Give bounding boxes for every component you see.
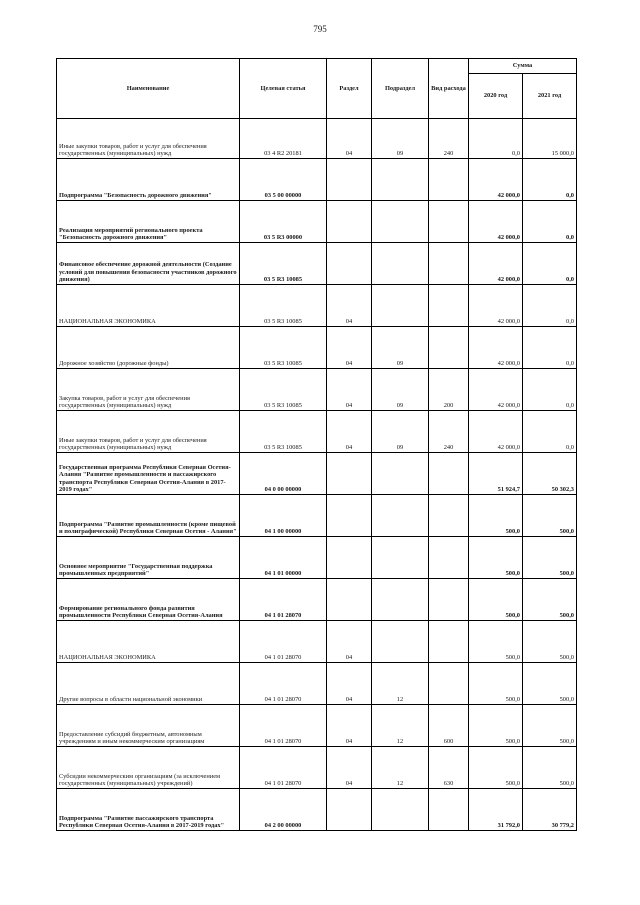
row-target-article: 04 1 01 28070: [240, 579, 327, 621]
table-row: [57, 411, 577, 453]
row-sum-2021: 0,0: [523, 411, 577, 453]
row-sum-2020: 42 000,0: [469, 159, 523, 201]
row-name: Государственная программа Республики Северная Осетия-Алания "Развитие промышленности и пассажирского транспорта Республики Северная Осетия-Алания в 2017-2019 годах": [57, 453, 240, 495]
row-sum-2020: 31 792,0: [469, 789, 523, 831]
row-expense-type: 240: [429, 411, 469, 453]
table-header: [57, 59, 577, 119]
row-section: [327, 453, 372, 495]
row-sum-2021: 500,0: [523, 747, 577, 789]
row-subsection: [372, 201, 429, 243]
row-sum-2020: 500,0: [469, 663, 523, 705]
row-section: [327, 495, 372, 537]
header-subsection: Подраздел: [372, 59, 429, 119]
row-expense-type: [429, 327, 469, 369]
header-year2: 2021 год: [523, 74, 577, 119]
header-year1: 2020 год: [469, 74, 523, 119]
row-name: Иные закупки товаров, работ и услуг для обеспечения государственных (муниципальных) нужд: [57, 411, 240, 453]
row-subsection: [372, 453, 429, 495]
row-expense-type: [429, 285, 469, 327]
row-sum-2021: 0,0: [523, 285, 577, 327]
row-name: НАЦИОНАЛЬНАЯ ЭКОНОМИКА: [57, 285, 240, 327]
table-row: [57, 159, 577, 201]
row-name: Закупка товаров, работ и услуг для обеспечения государственных (муниципальных) нужд: [57, 369, 240, 411]
row-name: Основное мероприятие "Государственная поддержка промышленных предприятий": [57, 537, 240, 579]
row-sum-2021: 0,0: [523, 369, 577, 411]
row-sum-2020: 500,0: [469, 747, 523, 789]
row-target-article: 03 4 R2 20181: [240, 119, 327, 159]
table-row: [57, 285, 577, 327]
row-sum-2020: 51 924,7: [469, 453, 523, 495]
row-subsection: 12: [372, 747, 429, 789]
row-section: 04: [327, 285, 372, 327]
row-name: Субсидии некоммерческим организациям (за исключением государственных (муниципальных) учреждений): [57, 747, 240, 789]
row-expense-type: [429, 789, 469, 831]
row-subsection: [372, 621, 429, 663]
row-name: Предоставление субсидий бюджетным, автономным учреждениям и иным некоммерческим организациям: [57, 705, 240, 747]
row-sum-2021: 500,0: [523, 705, 577, 747]
row-sum-2021: 500,0: [523, 579, 577, 621]
row-sum-2021: 50 302,3: [523, 453, 577, 495]
row-name: Подпрограмма "Безопасность дорожного движения": [57, 159, 240, 201]
row-name: Финансовое обеспечение дорожной деятельности (Создание условий для повышения безопасности участников дорожного движения): [57, 243, 240, 285]
row-expense-type: [429, 453, 469, 495]
row-sum-2021: 15 000,0: [523, 119, 577, 159]
row-section: 04: [327, 119, 372, 159]
row-name: Иные закупки товаров, работ и услуг для обеспечения государственных (муниципальных) нужд: [57, 119, 240, 159]
row-sum-2021: 500,0: [523, 663, 577, 705]
row-target-article: 03 5 R3 10085: [240, 369, 327, 411]
row-subsection: 09: [372, 411, 429, 453]
row-section: [327, 789, 372, 831]
row-section: [327, 201, 372, 243]
row-sum-2021: 0,0: [523, 159, 577, 201]
row-target-article: 03 5 R3 10085: [240, 327, 327, 369]
row-sum-2020: 42 000,0: [469, 411, 523, 453]
row-target-article: 04 0 00 00000: [240, 453, 327, 495]
row-subsection: 09: [372, 327, 429, 369]
table-body: [57, 119, 577, 831]
row-sum-2020: 42 000,0: [469, 327, 523, 369]
row-name: Дорожное хозяйство (дорожные фонды): [57, 327, 240, 369]
row-sum-2020: 500,0: [469, 621, 523, 663]
header-section: Раздел: [327, 59, 372, 119]
row-section: 04: [327, 621, 372, 663]
page-number: 795: [313, 24, 327, 34]
row-expense-type: 240: [429, 119, 469, 159]
table-row: [57, 201, 577, 243]
row-sum-2021: 500,0: [523, 621, 577, 663]
row-expense-type: [429, 243, 469, 285]
row-sum-2020: 500,0: [469, 705, 523, 747]
row-section: 04: [327, 705, 372, 747]
row-section: [327, 537, 372, 579]
row-subsection: [372, 495, 429, 537]
row-name: НАЦИОНАЛЬНАЯ ЭКОНОМИКА: [57, 621, 240, 663]
row-sum-2020: 500,0: [469, 495, 523, 537]
row-expense-type: [429, 579, 469, 621]
row-expense-type: [429, 621, 469, 663]
row-expense-type: 630: [429, 747, 469, 789]
row-target-article: 03 5 R3 10085: [240, 243, 327, 285]
table-row: [57, 537, 577, 579]
row-expense-type: [429, 537, 469, 579]
row-target-article: 04 1 01 00000: [240, 537, 327, 579]
table-row: [57, 243, 577, 285]
row-target-article: 03 5 R3 10085: [240, 285, 327, 327]
table-row: [57, 453, 577, 495]
row-section: 04: [327, 369, 372, 411]
row-expense-type: 600: [429, 705, 469, 747]
row-target-article: 04 1 01 28070: [240, 705, 327, 747]
row-expense-type: [429, 495, 469, 537]
row-target-article: 04 2 00 00000: [240, 789, 327, 831]
table-row: [57, 789, 577, 831]
row-name: Подпрограмма "Развитие пассажирского транспорта Республики Северная Осетия-Алания в 2017-2019 годах": [57, 789, 240, 831]
row-sum-2020: 0,0: [469, 119, 523, 159]
row-target-article: 03 5 R3 00000: [240, 201, 327, 243]
row-sum-2021: 500,0: [523, 537, 577, 579]
row-section: 04: [327, 747, 372, 789]
row-subsection: [372, 579, 429, 621]
row-sum-2021: 0,0: [523, 201, 577, 243]
row-section: [327, 159, 372, 201]
budget-table: [56, 58, 577, 831]
table-row: [57, 119, 577, 159]
row-name: Другие вопросы в области национальной экономики: [57, 663, 240, 705]
row-subsection: [372, 285, 429, 327]
table-row: [57, 705, 577, 747]
header-expense-type: Вид расхода: [429, 59, 469, 119]
row-sum-2021: 0,0: [523, 243, 577, 285]
row-section: [327, 243, 372, 285]
row-target-article: 04 1 01 28070: [240, 621, 327, 663]
row-target-article: 04 1 01 28070: [240, 747, 327, 789]
table-row: [57, 327, 577, 369]
row-target-article: 04 1 01 28070: [240, 663, 327, 705]
row-target-article: 03 5 R3 10085: [240, 411, 327, 453]
row-subsection: 12: [372, 663, 429, 705]
table-row: [57, 369, 577, 411]
row-sum-2021: 0,0: [523, 327, 577, 369]
row-target-article: 03 5 00 00000: [240, 159, 327, 201]
row-sum-2020: 500,0: [469, 579, 523, 621]
table-row: [57, 579, 577, 621]
row-subsection: 09: [372, 119, 429, 159]
header-target: Целевая статья: [240, 59, 327, 119]
row-section: 04: [327, 411, 372, 453]
row-subsection: 09: [372, 369, 429, 411]
table-row: [57, 747, 577, 789]
row-subsection: [372, 243, 429, 285]
row-section: 04: [327, 327, 372, 369]
row-expense-type: 200: [429, 369, 469, 411]
row-sum-2021: 500,0: [523, 495, 577, 537]
row-sum-2021: 30 779,2: [523, 789, 577, 831]
row-expense-type: [429, 201, 469, 243]
table-row: [57, 621, 577, 663]
row-sum-2020: 500,0: [469, 537, 523, 579]
row-name: Подпрограмма "Развитие промышленности (кроме пищевой и полиграфической) Республики Северная Осетия - Алания": [57, 495, 240, 537]
row-name: Формирование регионального фонда развития промышленности Республики Северная Осетия-Алания: [57, 579, 240, 621]
row-name: Реализация мероприятий регионального проекта "Безопасность дорожного движения": [57, 201, 240, 243]
header-sum: Сумма: [469, 59, 577, 74]
header-row-top: [57, 59, 577, 74]
header-name: Наименование: [57, 59, 240, 119]
row-sum-2020: 42 000,0: [469, 369, 523, 411]
row-subsection: [372, 537, 429, 579]
row-sum-2020: 42 000,0: [469, 243, 523, 285]
row-subsection: [372, 789, 429, 831]
table-row: [57, 495, 577, 537]
row-expense-type: [429, 159, 469, 201]
row-sum-2020: 42 000,0: [469, 285, 523, 327]
table-row: [57, 663, 577, 705]
row-expense-type: [429, 663, 469, 705]
row-sum-2020: 42 000,0: [469, 201, 523, 243]
row-subsection: [372, 159, 429, 201]
row-target-article: 04 1 00 00000: [240, 495, 327, 537]
row-section: [327, 579, 372, 621]
row-section: 04: [327, 663, 372, 705]
row-subsection: 12: [372, 705, 429, 747]
